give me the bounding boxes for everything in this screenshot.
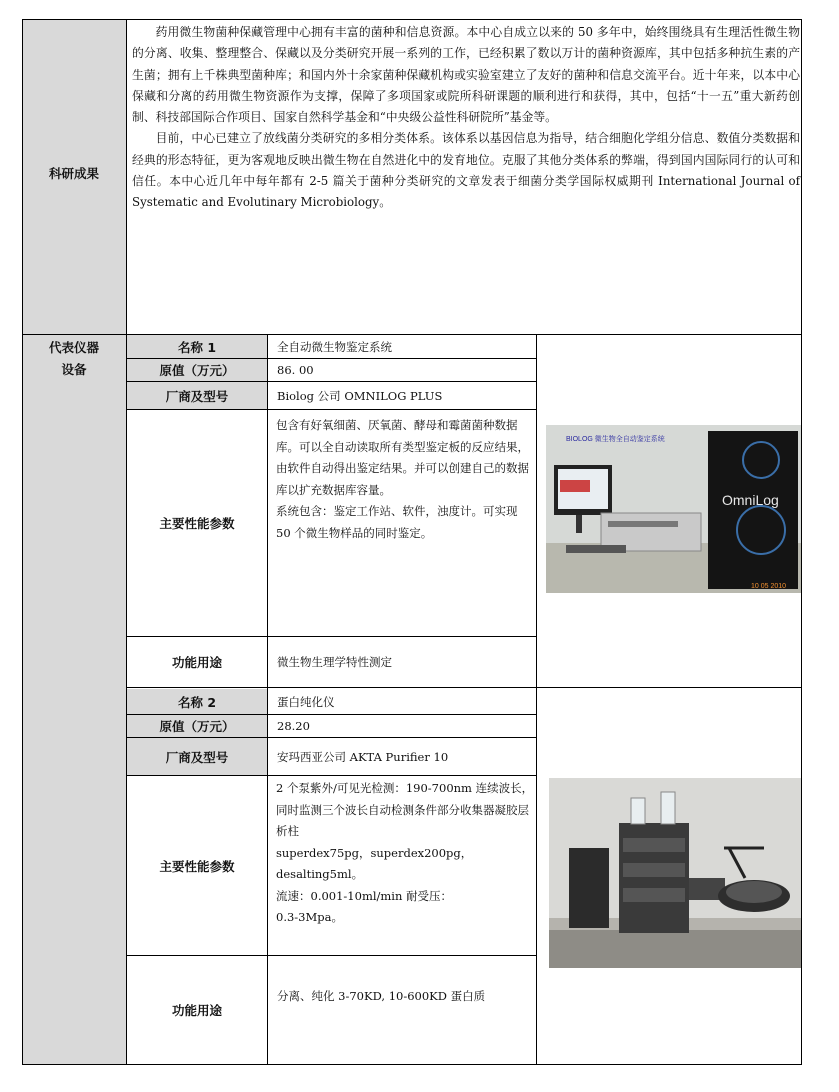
equipment-label [22,337,126,381]
akta-purifier-illustration [549,778,801,968]
eq1-perf-line-1: 包含有好氧细菌、厌氧菌、酵母和霉菌菌种数据库。可以全自动读取所有类型鉴定板的反应结果，由软件自动得出鉴定结果。并可以创建自己的数据库以扩充数据库容量。 [276,418,529,497]
eq2-perf [276,778,534,954]
eq2-name: 蛋白纯化仪 [277,694,335,709]
border-bottom [22,1064,802,1065]
research-text [132,22,800,322]
eq1-use: 微生物生理学特性测定 [277,655,392,669]
eq1-photo-caption: BIOLOG 微生物全自动鉴定系统 [566,436,665,443]
eq2-use-label: 功能用途 [171,1003,222,1018]
eq1-name-label: 名称 1 [127,335,267,358]
equipment-label-line1: 代表仪器 [48,340,99,355]
eq2-maker: 安玛西亚公司 AKTA Purifier 10 [277,749,449,764]
research-label: 科研成果 [48,166,99,181]
eq2-perf-line-3: desalting5ml。 [276,867,364,881]
research-paragraph-2: 目前，中心已建立了放线菌分类研究的多相分类体系。该体系以基因信息为指导，结合细胞化学组分信息、数值分类数据和经典的形态特征，更为客观地反映出微生物在自然进化中的发育地位。克服了其他分类体系的弊端，得到国内国际同行的认可和信任。本中心近几年中每年都有 2-5 篇关于菌种分类研究的文章发表于细菌分类学国际权威期刊 International Journal of Systematic and Evolutinary Microbiology。 [132,131,800,210]
eq1-maker: Biolog 公司 OMNILOG PLUS [277,388,443,403]
research-bottom-line [22,334,802,335]
eq2-price-label: 原值（万元） [127,715,267,737]
eq1-photo-brand: OmniLog [722,492,779,508]
eq1-perf-line-2: 系统包含：鉴定工作站、软件，浊度计。可实现 50 个微生物样品的同时鉴定。 [276,504,518,540]
row-line [127,714,537,715]
row-line [127,737,537,738]
row-line [127,381,537,382]
eq1-price-label: 原值（万元） [127,359,267,381]
eq1-perf-label: 主要性能参数 [159,516,235,531]
eq2-maker-label: 厂商及型号 [127,738,267,775]
border-right [801,19,802,1065]
eq1-price: 86. 00 [277,363,314,377]
equipment-label-line2: 设备 [61,362,87,377]
side-divider [126,19,127,1065]
border-top [22,19,802,20]
eq1-name: 全自动微生物鉴定系统 [277,339,392,354]
eq1-use-label: 功能用途 [171,655,222,670]
row-line [127,636,537,637]
eq2-perf-line-1: 2 个泵紫外/可见光检测：190-700nm 连续波长，同时监测三个波长自动检测条件部分收集器凝胶层析柱 [276,781,534,838]
border-left [22,19,23,1065]
eq2-perf-label: 主要性能参数 [159,858,235,874]
eq1-photo-date: 10 05 2010 [751,583,787,590]
eq1-perf [276,415,532,630]
eq2-photo [549,778,801,968]
row-line [127,409,537,410]
row-line [127,775,537,776]
eq2-perf-line-4: 流速：0.001-10ml/min 耐受压： [276,888,453,903]
omnilog-system-illustration [546,425,801,593]
eq2-perf-line-5: 0.3-3Mpa。 [276,910,343,924]
row-line [127,358,537,359]
research-paragraph-1: 药用微生物菌种保藏管理中心拥有丰富的菌种和信息资源。本中心自成立以来的 50 多年中，始终围绕具有生理活性微生物的分离、收集、整理整合、保藏以及分类研究开展一系列的工作，已经积累了数以万计的菌种资源库，其中包括多种抗生素的产生菌；拥有上千株典型菌种库；和国内外十余家菌种保藏机构或实验室建立了友好的菌种和信息交流平台。近十年来，以本中心保藏和分离的药用微生物资源作为支撑，保障了多项国家或院所科研课题的顺利进行和获得，其中，包括“十一五”重大新药创制、科技部国际合作项目、国家自然科学基金和“中央级公益性科研院所”基金等。 [132,25,800,125]
eq2-price: 28.20 [277,719,310,733]
eq2-perf-line-2: superdex75pg，superdex200pg， [276,845,473,860]
eq2-use: 分离、纯化 3-70KD, 10-600KD 蛋白质 [277,989,486,1003]
eq2-name-label: 名称 2 [127,689,267,714]
eq1-maker-label: 厂商及型号 [127,382,267,409]
row-line [127,955,537,956]
eq1-photo [546,425,801,593]
equipment-separator [127,687,802,688]
